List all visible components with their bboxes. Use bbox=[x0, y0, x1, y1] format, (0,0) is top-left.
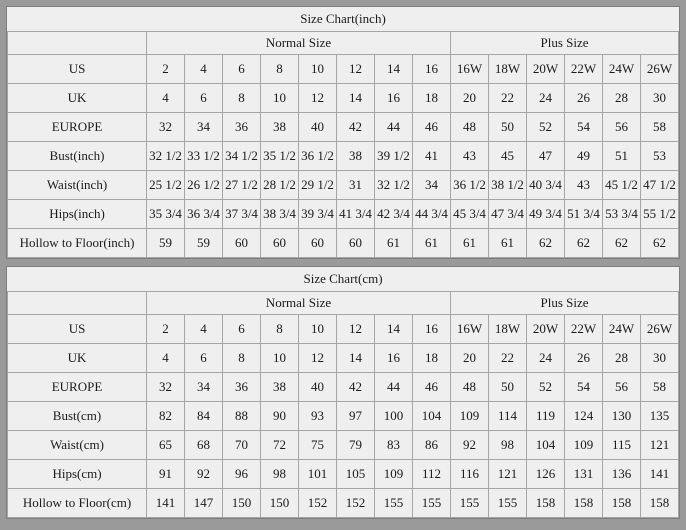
cell: 32 1/2 bbox=[147, 142, 185, 171]
cell: 82 bbox=[147, 402, 185, 431]
cell: 38 3/4 bbox=[261, 200, 299, 229]
cell: 36 3/4 bbox=[185, 200, 223, 229]
page-title: Size Chart(inch) bbox=[8, 7, 679, 32]
cell: 6 bbox=[185, 84, 223, 113]
cell: 10 bbox=[299, 315, 337, 344]
cell: 28 bbox=[603, 344, 641, 373]
cell: 79 bbox=[337, 431, 375, 460]
cell: 46 bbox=[413, 373, 451, 402]
cell: 12 bbox=[337, 55, 375, 84]
cell: 6 bbox=[223, 55, 261, 84]
cell: 121 bbox=[489, 460, 527, 489]
row-label: Hips(cm) bbox=[8, 460, 147, 489]
cell: 8 bbox=[261, 55, 299, 84]
corner-cell bbox=[8, 292, 147, 315]
cell: 2 bbox=[147, 55, 185, 84]
cell: 41 3/4 bbox=[337, 200, 375, 229]
cell: 47 bbox=[527, 142, 565, 171]
cell: 24 bbox=[527, 344, 565, 373]
cell: 38 bbox=[261, 113, 299, 142]
cell: 14 bbox=[375, 315, 413, 344]
cell: 51 3/4 bbox=[565, 200, 603, 229]
cell: 10 bbox=[261, 344, 299, 373]
group-header-row bbox=[8, 292, 679, 315]
cell: 33 1/2 bbox=[185, 142, 223, 171]
cell: 44 bbox=[375, 113, 413, 142]
cell: 112 bbox=[413, 460, 451, 489]
cell: 20 bbox=[451, 344, 489, 373]
cell: 8 bbox=[223, 344, 261, 373]
cell: 141 bbox=[147, 489, 185, 518]
cell: 4 bbox=[147, 344, 185, 373]
cell: 24W bbox=[603, 55, 641, 84]
table-row bbox=[8, 373, 679, 402]
cell: 121 bbox=[641, 431, 679, 460]
cell: 22 bbox=[489, 84, 527, 113]
cell: 65 bbox=[147, 431, 185, 460]
cell: 48 bbox=[451, 373, 489, 402]
cell: 124 bbox=[565, 402, 603, 431]
cell: 55 1/2 bbox=[641, 200, 679, 229]
cell: 104 bbox=[527, 431, 565, 460]
cell: 91 bbox=[147, 460, 185, 489]
cell: 28 1/2 bbox=[261, 171, 299, 200]
cell: 155 bbox=[413, 489, 451, 518]
chart-title-row bbox=[8, 267, 679, 292]
cell: 61 bbox=[489, 229, 527, 258]
size-chart-inch bbox=[6, 6, 680, 259]
cell: 92 bbox=[185, 460, 223, 489]
cell: 96 bbox=[223, 460, 261, 489]
cell: 54 bbox=[565, 113, 603, 142]
cell: 16 bbox=[375, 84, 413, 113]
cell: 158 bbox=[641, 489, 679, 518]
cell: 109 bbox=[565, 431, 603, 460]
cell: 45 3/4 bbox=[451, 200, 489, 229]
cell: 22 bbox=[489, 344, 527, 373]
cell: 10 bbox=[261, 84, 299, 113]
cell: 14 bbox=[375, 55, 413, 84]
table-row bbox=[8, 84, 679, 113]
cell: 68 bbox=[185, 431, 223, 460]
row-label: UK bbox=[8, 344, 147, 373]
table-row bbox=[8, 489, 679, 518]
cell: 158 bbox=[565, 489, 603, 518]
cell: 46 bbox=[413, 113, 451, 142]
cell: 150 bbox=[223, 489, 261, 518]
cell: 49 3/4 bbox=[527, 200, 565, 229]
cell: 119 bbox=[527, 402, 565, 431]
cell: 56 bbox=[603, 113, 641, 142]
cell: 56 bbox=[603, 373, 641, 402]
cell: 10 bbox=[299, 55, 337, 84]
cell: 42 bbox=[337, 373, 375, 402]
cell: 38 bbox=[337, 142, 375, 171]
row-label: Waist(inch) bbox=[8, 171, 147, 200]
cell: 115 bbox=[603, 431, 641, 460]
group-header-normal: Normal Size bbox=[147, 292, 451, 315]
cell: 20W bbox=[527, 55, 565, 84]
group-header-normal: Normal Size bbox=[147, 32, 451, 55]
cell: 158 bbox=[603, 489, 641, 518]
cell: 93 bbox=[299, 402, 337, 431]
cell: 38 bbox=[261, 373, 299, 402]
table-row bbox=[8, 460, 679, 489]
cell: 32 bbox=[147, 113, 185, 142]
table-row bbox=[8, 431, 679, 460]
cell: 155 bbox=[451, 489, 489, 518]
cell: 59 bbox=[185, 229, 223, 258]
cell: 36 1/2 bbox=[299, 142, 337, 171]
size-chart-inch-table bbox=[7, 7, 679, 258]
cell: 20W bbox=[527, 315, 565, 344]
cell: 88 bbox=[223, 402, 261, 431]
table-row bbox=[8, 402, 679, 431]
cell: 101 bbox=[299, 460, 337, 489]
cell: 35 1/2 bbox=[261, 142, 299, 171]
cell: 22W bbox=[565, 315, 603, 344]
cell: 34 bbox=[413, 171, 451, 200]
table-row bbox=[8, 55, 679, 84]
cell: 43 bbox=[451, 142, 489, 171]
cell: 39 1/2 bbox=[375, 142, 413, 171]
cell: 47 1/2 bbox=[641, 171, 679, 200]
row-label: Waist(cm) bbox=[8, 431, 147, 460]
corner-cell bbox=[8, 32, 147, 55]
cell: 114 bbox=[489, 402, 527, 431]
cell: 37 3/4 bbox=[223, 200, 261, 229]
cell: 70 bbox=[223, 431, 261, 460]
cell: 60 bbox=[337, 229, 375, 258]
cell: 61 bbox=[451, 229, 489, 258]
cell: 31 bbox=[337, 171, 375, 200]
cell: 51 bbox=[603, 142, 641, 171]
cell: 109 bbox=[451, 402, 489, 431]
cell: 54 bbox=[565, 373, 603, 402]
cell: 26W bbox=[641, 315, 679, 344]
cell: 32 bbox=[147, 373, 185, 402]
cell: 126 bbox=[527, 460, 565, 489]
cell: 30 bbox=[641, 84, 679, 113]
cell: 155 bbox=[489, 489, 527, 518]
cell: 32 1/2 bbox=[375, 171, 413, 200]
cell: 47 3/4 bbox=[489, 200, 527, 229]
cell: 100 bbox=[375, 402, 413, 431]
cell: 59 bbox=[147, 229, 185, 258]
row-label: Hollow to Floor(cm) bbox=[8, 489, 147, 518]
row-label: Hollow to Floor(inch) bbox=[8, 229, 147, 258]
cell: 40 3/4 bbox=[527, 171, 565, 200]
cell: 24 bbox=[527, 84, 565, 113]
cell: 36 bbox=[223, 373, 261, 402]
cell: 48 bbox=[451, 113, 489, 142]
cell: 152 bbox=[299, 489, 337, 518]
table-row bbox=[8, 200, 679, 229]
cell: 4 bbox=[185, 55, 223, 84]
cell: 16W bbox=[451, 55, 489, 84]
cell: 116 bbox=[451, 460, 489, 489]
cell: 2 bbox=[147, 315, 185, 344]
cell: 41 bbox=[413, 142, 451, 171]
table-row bbox=[8, 171, 679, 200]
cell: 98 bbox=[261, 460, 299, 489]
cell: 29 1/2 bbox=[299, 171, 337, 200]
cell: 60 bbox=[223, 229, 261, 258]
cell: 44 bbox=[375, 373, 413, 402]
cell: 43 bbox=[565, 171, 603, 200]
cell: 27 1/2 bbox=[223, 171, 261, 200]
size-chart-cm-table bbox=[7, 267, 679, 518]
cell: 61 bbox=[413, 229, 451, 258]
cell: 36 1/2 bbox=[451, 171, 489, 200]
cell: 18 bbox=[413, 344, 451, 373]
cell: 52 bbox=[527, 113, 565, 142]
page-title: Size Chart(cm) bbox=[8, 267, 679, 292]
cell: 26W bbox=[641, 55, 679, 84]
cell: 60 bbox=[299, 229, 337, 258]
cell: 28 bbox=[603, 84, 641, 113]
cell: 18W bbox=[489, 55, 527, 84]
cell: 26 bbox=[565, 84, 603, 113]
cell: 62 bbox=[603, 229, 641, 258]
cell: 40 bbox=[299, 373, 337, 402]
row-label: Bust(cm) bbox=[8, 402, 147, 431]
cell: 26 bbox=[565, 344, 603, 373]
cell: 16 bbox=[413, 55, 451, 84]
row-label: Bust(inch) bbox=[8, 142, 147, 171]
cell: 152 bbox=[337, 489, 375, 518]
cell: 52 bbox=[527, 373, 565, 402]
cell: 109 bbox=[375, 460, 413, 489]
cell: 8 bbox=[261, 315, 299, 344]
cell: 50 bbox=[489, 373, 527, 402]
cell: 40 bbox=[299, 113, 337, 142]
cell: 75 bbox=[299, 431, 337, 460]
cell: 12 bbox=[299, 84, 337, 113]
cell: 26 1/2 bbox=[185, 171, 223, 200]
cell: 53 3/4 bbox=[603, 200, 641, 229]
row-label: Hips(inch) bbox=[8, 200, 147, 229]
cell: 58 bbox=[641, 373, 679, 402]
cell: 42 3/4 bbox=[375, 200, 413, 229]
table-row bbox=[8, 113, 679, 142]
cell: 97 bbox=[337, 402, 375, 431]
cell: 34 1/2 bbox=[223, 142, 261, 171]
cell: 62 bbox=[527, 229, 565, 258]
cell: 4 bbox=[185, 315, 223, 344]
cell: 34 bbox=[185, 113, 223, 142]
cell: 92 bbox=[451, 431, 489, 460]
cell: 90 bbox=[261, 402, 299, 431]
cell: 25 1/2 bbox=[147, 171, 185, 200]
cell: 16 bbox=[375, 344, 413, 373]
cell: 12 bbox=[337, 315, 375, 344]
cell: 158 bbox=[527, 489, 565, 518]
cell: 155 bbox=[375, 489, 413, 518]
cell: 12 bbox=[299, 344, 337, 373]
cell: 58 bbox=[641, 113, 679, 142]
cell: 150 bbox=[261, 489, 299, 518]
cell: 104 bbox=[413, 402, 451, 431]
cell: 147 bbox=[185, 489, 223, 518]
cell: 60 bbox=[261, 229, 299, 258]
cell: 72 bbox=[261, 431, 299, 460]
table-row bbox=[8, 315, 679, 344]
cell: 83 bbox=[375, 431, 413, 460]
row-label: US bbox=[8, 55, 147, 84]
cell: 14 bbox=[337, 344, 375, 373]
cell: 30 bbox=[641, 344, 679, 373]
cell: 4 bbox=[147, 84, 185, 113]
cell: 8 bbox=[223, 84, 261, 113]
cell: 53 bbox=[641, 142, 679, 171]
table-row bbox=[8, 344, 679, 373]
group-header-row bbox=[8, 32, 679, 55]
cell: 39 3/4 bbox=[299, 200, 337, 229]
cell: 14 bbox=[337, 84, 375, 113]
cell: 50 bbox=[489, 113, 527, 142]
cell: 45 1/2 bbox=[603, 171, 641, 200]
cell: 49 bbox=[565, 142, 603, 171]
cell: 62 bbox=[565, 229, 603, 258]
table-row bbox=[8, 142, 679, 171]
row-label: EUROPE bbox=[8, 373, 147, 402]
cell: 18W bbox=[489, 315, 527, 344]
group-header-plus: Plus Size bbox=[451, 32, 679, 55]
cell: 16W bbox=[451, 315, 489, 344]
cell: 105 bbox=[337, 460, 375, 489]
cell: 45 bbox=[489, 142, 527, 171]
cell: 131 bbox=[565, 460, 603, 489]
row-label: UK bbox=[8, 84, 147, 113]
cell: 98 bbox=[489, 431, 527, 460]
row-label: EUROPE bbox=[8, 113, 147, 142]
table-row bbox=[8, 229, 679, 258]
cell: 24W bbox=[603, 315, 641, 344]
cell: 130 bbox=[603, 402, 641, 431]
cell: 86 bbox=[413, 431, 451, 460]
cell: 136 bbox=[603, 460, 641, 489]
cell: 42 bbox=[337, 113, 375, 142]
cell: 141 bbox=[641, 460, 679, 489]
cell: 20 bbox=[451, 84, 489, 113]
cell: 44 3/4 bbox=[413, 200, 451, 229]
cell: 84 bbox=[185, 402, 223, 431]
cell: 62 bbox=[641, 229, 679, 258]
cell: 6 bbox=[223, 315, 261, 344]
cell: 35 3/4 bbox=[147, 200, 185, 229]
size-chart-cm bbox=[6, 266, 680, 519]
cell: 16 bbox=[413, 315, 451, 344]
cell: 34 bbox=[185, 373, 223, 402]
row-label: US bbox=[8, 315, 147, 344]
cell: 135 bbox=[641, 402, 679, 431]
group-header-plus: Plus Size bbox=[451, 292, 679, 315]
cell: 61 bbox=[375, 229, 413, 258]
cell: 6 bbox=[185, 344, 223, 373]
chart-title-row bbox=[8, 7, 679, 32]
cell: 18 bbox=[413, 84, 451, 113]
cell: 38 1/2 bbox=[489, 171, 527, 200]
cell: 22W bbox=[565, 55, 603, 84]
cell: 36 bbox=[223, 113, 261, 142]
